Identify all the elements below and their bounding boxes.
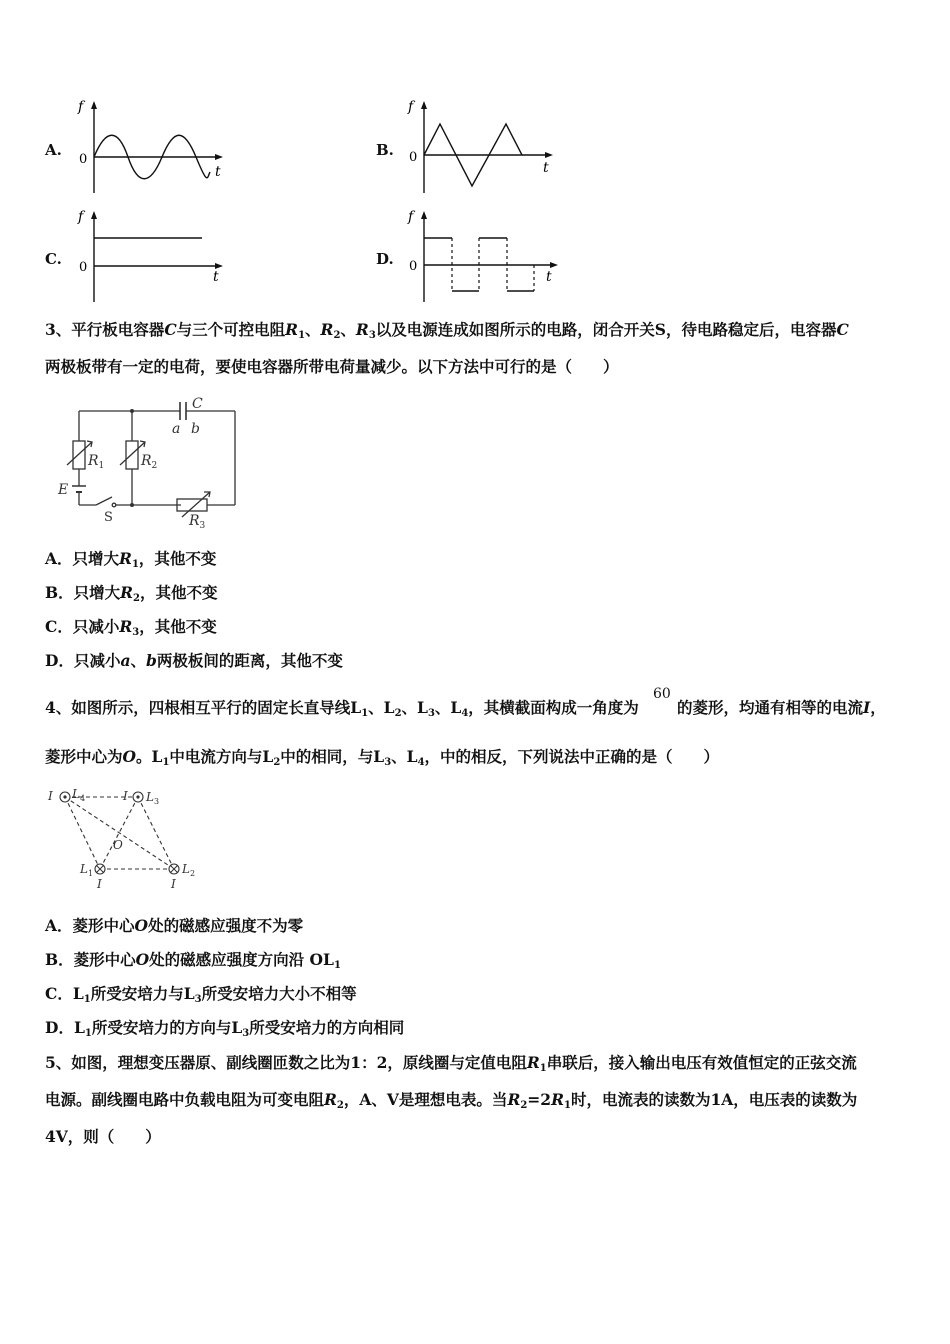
q3-circuit <box>52 393 242 533</box>
svg-text:I: I <box>48 789 53 803</box>
graph-a-x-arrow <box>215 154 223 160</box>
graph-c-origin: 0 <box>79 260 88 275</box>
q3-option-c: C．只减小$R_3$，其他不变 <box>45 617 217 638</box>
q3-fig-b: b <box>191 421 200 437</box>
q3-option-b: B．只增大$R_2$，其他不变 <box>45 583 218 604</box>
svg-text:R1: $R_1$ <box>88 453 105 471</box>
graph-b-label: B. <box>376 141 394 159</box>
q4-option-d: D．$L_1$所受安培力的方向与$L_3$所受安培力的方向相同 <box>45 1018 405 1039</box>
q4-option-b: B．菱形中心O处的磁感应强度方向沿 $OL_1$ <box>45 950 341 971</box>
q4-line2: 菱形中心为O。$L_1$中电流方向与$L_2$中的相同，与$L_3$、$L_4$，中的相反，下列说法中正确的是（ ） <box>45 747 720 768</box>
svg-text:I: I <box>171 877 176 891</box>
q5-line3: 4V，则（ ） <box>45 1127 161 1146</box>
q3-fig-a: a <box>172 421 181 437</box>
graph-d-origin: 0 <box>409 259 418 274</box>
svg-text:L1: $L_1$ <box>80 862 94 878</box>
svg-text:I: I <box>97 877 102 891</box>
graph-b-y-label: f <box>408 99 414 115</box>
graph-b <box>400 98 560 198</box>
graph-a-origin: 0 <box>79 152 88 167</box>
graph-c-x-label: t <box>213 269 219 285</box>
q3-line1: 3、平行板电容器C与三个可控电阻$R_1$、$R_2$、$R_3$以及电源连成如图所示的电路，闭合开关S，待电路稳定后，电容器C <box>45 320 849 341</box>
graph-a-x-label: t <box>215 164 221 180</box>
graph-d-x-label: t <box>546 269 552 285</box>
svg-text:I: I <box>123 789 128 803</box>
svg-text:L4: $L_4$ <box>72 787 86 803</box>
graph-d-y-label: f <box>408 209 414 225</box>
q3-option-d: D．只减小a、b两极板间的距离，其他不变 <box>45 651 343 670</box>
graph-a <box>70 98 230 198</box>
graph-c-y-label: f <box>78 209 84 225</box>
q4-line1-end: 的菱形，均通有相等的电流I， <box>677 698 886 717</box>
q4-angle: 60 <box>653 686 671 702</box>
graph-a-label: A. <box>45 141 62 159</box>
graph-c-label: C. <box>45 250 62 268</box>
svg-text:R3: $R_3$ <box>189 513 206 531</box>
q3-option-a: A．只增大$R_1$，其他不变 <box>45 549 217 570</box>
q5-line2: 电源。副线圈电路中负载电阻为可变电阻$R_2$，A、V是理想电表。当$R_2=2R_1$时，电流表的读数为1A，电压表的读数为 <box>45 1090 858 1111</box>
q4-rhombus-figure <box>45 783 215 895</box>
q3-line2: 两极板带有一定的电荷，要使电容器所带电荷量减少。以下方法中可行的是（ ） <box>45 357 619 376</box>
q4-line1: 4、如图所示，四根相互平行的固定长直导线$L_1$、$L_2$、$L_3$、$L_4$，其横截面构成一角度为 <box>45 698 639 719</box>
q4-option-c: C．$L_1$所受安培力与$L_3$所受安培力大小不相等 <box>45 984 357 1005</box>
q3-fig-c: C <box>192 396 203 412</box>
svg-text:O: O <box>113 838 123 852</box>
graph-c <box>70 208 230 306</box>
graph-b-origin: 0 <box>409 150 418 165</box>
q3-fig-s: S <box>104 510 113 525</box>
q5-line1: 5、如图，理想变压器原、副线圈匝数之比为1：2，原线圈与定值电阻$R_1$串联后，接入输出电压有效值恒定的正弦交流 <box>45 1053 857 1074</box>
graph-d-label: D. <box>376 250 394 268</box>
graph-a-y-arrow <box>91 101 97 109</box>
svg-text:L3: $L_3$ <box>146 790 160 806</box>
svg-text:R2: $R_2$ <box>141 453 158 471</box>
q3-fig-e: E <box>58 482 69 498</box>
svg-text:L2: $L_2$ <box>182 862 196 878</box>
q4-option-a: A．菱形中心O处的磁感应强度不为零 <box>45 916 304 935</box>
graph-b-x-label: t <box>543 160 549 176</box>
graph-d <box>400 208 565 306</box>
graph-a-y-label: f <box>78 99 84 115</box>
